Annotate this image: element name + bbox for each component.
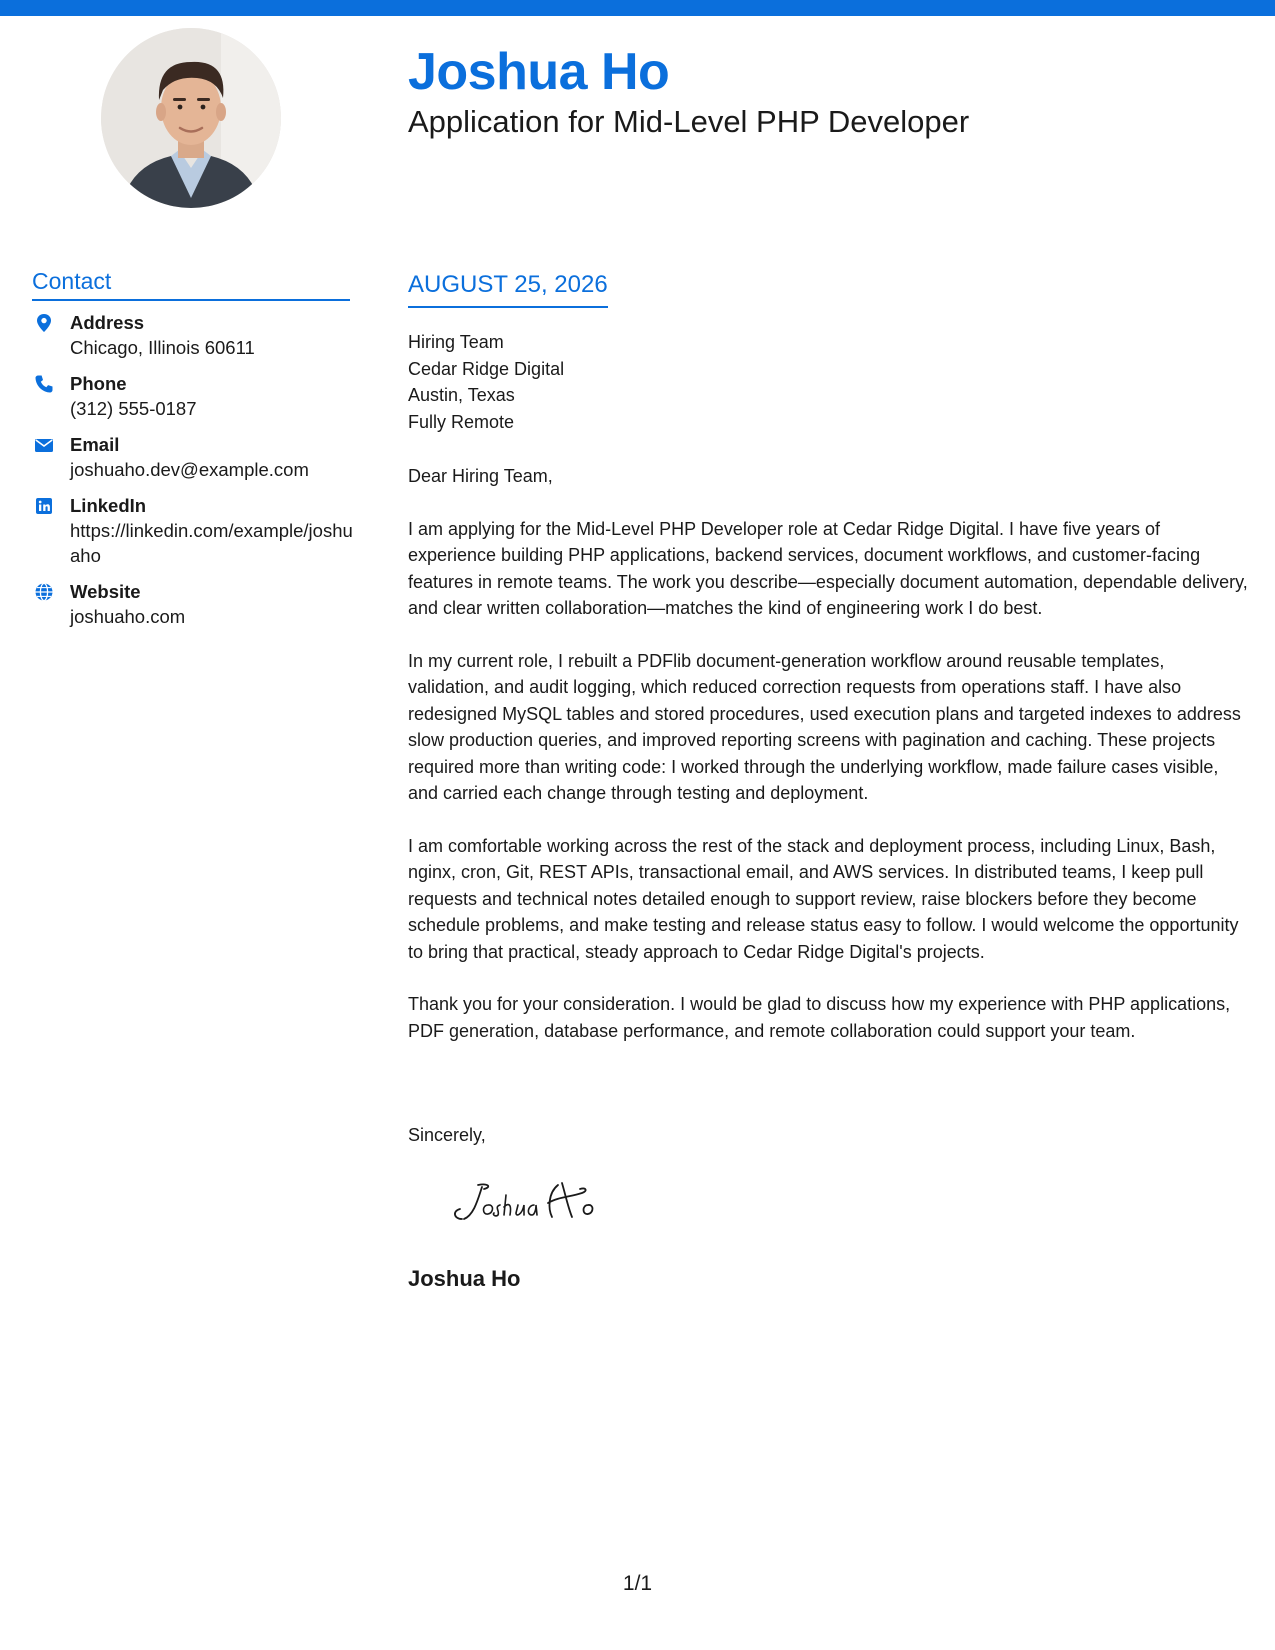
contact-label: Email xyxy=(70,434,120,455)
letter-body xyxy=(408,463,1250,1070)
body-paragraph: Thank you for your consideration. I would be glad to discuss how my experience with PHP applications, PDF generation, database performance, and remote collaboration could support your team. xyxy=(408,994,1231,1041)
signature xyxy=(448,1175,638,1227)
email-value[interactable]: joshuaho.dev@example.com xyxy=(70,459,309,480)
phone-icon xyxy=(34,374,54,394)
body-paragraph: I am comfortable working across the rest of the stack and deployment process, including Linux, Bash, nginx, cron, Git, REST APIs, transactional email, and AWS services. In distributed teams, I keep pull requests and technical notes detailed enough to support review, raise blockers before they become schedule problems, and make testing and release status easy to follow. I would welcome the opportunity to bring that practical, steady approach to Cedar Ridge Digital's projects. xyxy=(408,835,1239,962)
letter-date: AUGUST 25, 2026 xyxy=(408,270,608,308)
phone-value[interactable]: (312) 555-0187 xyxy=(70,398,197,419)
avatar xyxy=(101,28,281,208)
signer-name: Joshua Ho xyxy=(408,1266,521,1291)
greeting: Dear Hiring Team, xyxy=(408,466,553,486)
recipient-block xyxy=(408,329,564,435)
contact-label: Phone xyxy=(70,373,127,394)
body-paragraph: In my current role, I rebuilt a PDFlib document-generation workflow around reusable templates, validation, and audit logging, which reduced correction requests from operations staff. I have also redesigned MySQL tables and stored procedures, used execution plans and targeted indexes to address slow production queries, and improved reporting screens with pagination and caching. These projects required more than writing code: I worked through the underlying workflow, made failure cases visible, and carried each change through testing and deployment. xyxy=(408,650,1241,803)
contact-list xyxy=(32,310,362,640)
linkedin-value[interactable]: https://linkedin.com/example/joshuaho xyxy=(70,520,353,566)
contact-item-address xyxy=(32,310,362,360)
recipient-line: Austin, Texas xyxy=(408,385,515,405)
linkedin-icon xyxy=(34,496,54,516)
website-value[interactable]: joshuaho.com xyxy=(70,606,186,627)
contact-label: Address xyxy=(70,312,145,333)
contact-label: LinkedIn xyxy=(70,495,147,516)
contact-label: Website xyxy=(70,581,141,602)
applicant-name: Joshua Ho xyxy=(408,43,670,101)
email-icon xyxy=(34,435,54,455)
contact-item-phone xyxy=(32,371,362,421)
map-pin-icon xyxy=(34,313,54,333)
application-subtitle: Application for Mid-Level PHP Developer xyxy=(408,104,970,139)
address-value: Chicago, Illinois 60611 xyxy=(70,337,255,358)
contact-heading: Contact xyxy=(32,267,350,301)
contact-item-linkedin xyxy=(32,493,362,568)
contact-item-website xyxy=(32,579,362,629)
recipient-line: Cedar Ridge Digital xyxy=(408,358,565,379)
recipient-line: Fully Remote xyxy=(408,411,515,432)
contact-item-email xyxy=(32,432,362,482)
globe-icon xyxy=(34,582,54,602)
closing: Sincerely, xyxy=(408,1125,486,1145)
page-number: 1/1 xyxy=(622,1572,653,1595)
body-paragraph: I am applying for the Mid-Level PHP Developer role at Cedar Ridge Digital. I have five years of experience building PHP applications, backend services, document workflows, and customer-facing features in remote teams. The work you describe—especially document automation, dependable delivery, and clear written collaboration—matches the kind of engineering work I do best. xyxy=(408,518,1248,618)
top-accent-bar xyxy=(0,0,1275,16)
recipient-line: Hiring Team xyxy=(408,332,504,352)
